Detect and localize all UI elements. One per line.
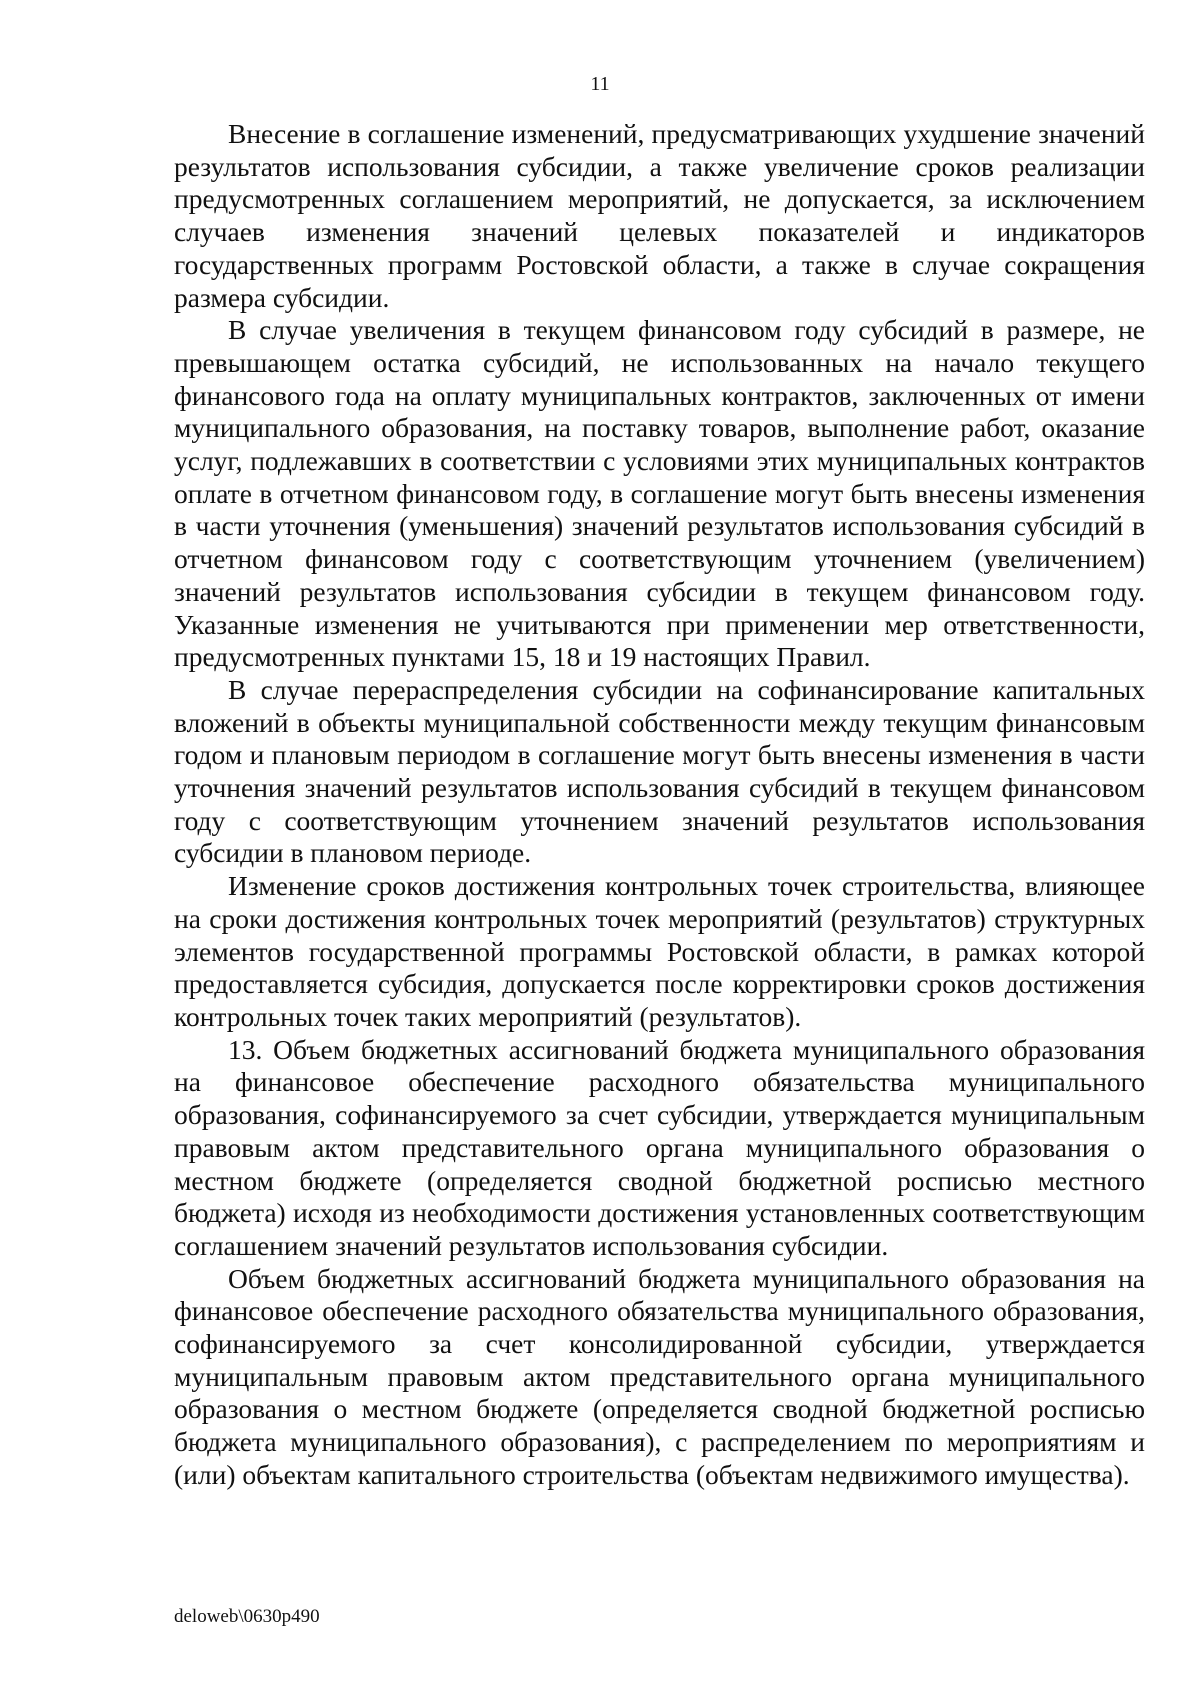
paragraph-item-13: 13. Объем бюджетных ассигнований бюджета муниципального образования на финансовое обеспечение расходного обязательства муниципального образования, софинансируемого за счет субсидии, утверждается муниципальным правовым актом представительного органа муниципального образования о местном бюджете (определяется сводной бюджетной росписью местного бюджета) исходя из необходимости достижения установленных соответствующим соглашением значений результатов использования субсидии. xyxy=(174,1033,1145,1261)
page-number: 11 xyxy=(590,73,610,95)
paragraph-agreement-changes: Внесение в соглашение изменений, предусматривающих ухудшение значений результатов использования субсидии, а также увеличение сроков реализации предусмотренных соглашением мероприятий, не допускается, за исключением случаев изменения значений целевых показателей и индикаторов государственных программ Ростовской области, а также в случае сокращения размера субсидии. xyxy=(174,118,1145,313)
paragraph-consolidated-subsidy: Объем бюджетных ассигнований бюджета муниципального образования на финансовое обеспечение расходного обязательства муниципального образования, софинансируемого за счет консолидированной субсидии, утверждается муниципальным правовым актом представительного органа муниципального образования о местном бюджете (определяется сводной бюджетной росписью бюджета муниципального образования), с распределением по мероприятиям и (или) объектам капитального строительства (объектам недвижимого имущества). xyxy=(174,1262,1145,1490)
document-code-footer: deloweb\0630p490 xyxy=(174,1606,320,1627)
paragraph-construction-deadlines: Изменение сроков достижения контрольных точек строительства, влияющее на сроки достижения контрольных точек мероприятий (результатов) структурных элементов государственной программы Ростовской области, в рамках которой предоставляется субсидия, допускается после корректировки сроков достижения контрольных точек таких мероприятий (результатов). xyxy=(174,870,1145,1032)
document-body xyxy=(174,118,1145,1492)
paragraph-subsidy-redistribution: В случае перераспределения субсидии на софинансирование капитальных вложений в объекты муниципальной собственности между текущим финансовым годом и плановым периодом в соглашение могут быть внесены изменения в части уточнения значений результатов использования субсидий в текущем финансовом году с соответствующим уточнением значений результатов использования субсидии в плановом периоде. xyxy=(174,673,1145,869)
paragraph-subsidy-increase: В случае увеличения в текущем финансовом году субсидий в размере, не превышающем остатка субсидий, не использованных на начало текущего финансового года на оплату муниципальных контрактов, заключенных от имени муниципального образования, на поставку товаров, выполнение работ, оказание услуг, подлежавших в соответствии с условиями этих муниципальных контрактов оплате в отчетном финансовом году, в соглашение могут быть внесены изменения в части уточнения (уменьшения) значений результатов использования субсидий в отчетном финансовом году с соответствующим уточнением (увеличением) значений результатов использования субсидии в текущем финансовом году. Указанные изменения не учитываются при применении мер ответственности, предусмотренных пунктами 15, 18 и 19 настоящих Правил. xyxy=(174,314,1145,673)
